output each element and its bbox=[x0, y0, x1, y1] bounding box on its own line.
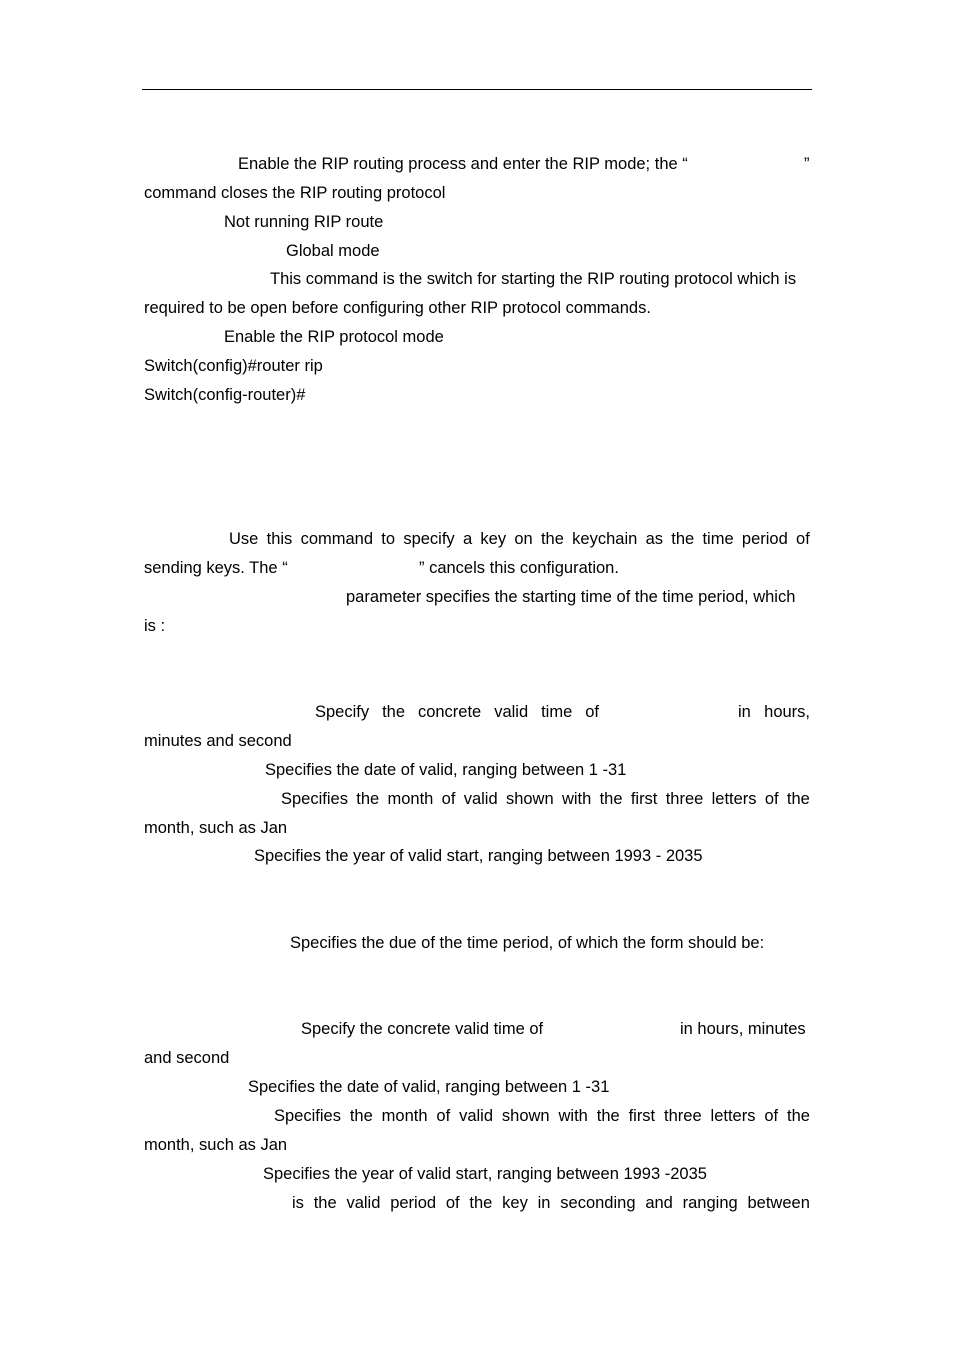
keytime-description-line1: Use this command to specify a key on the keychain as the time period of bbox=[229, 530, 810, 548]
keytime-start-year: Specifies the year of valid start, ranging between 1993 - 2035 bbox=[254, 847, 703, 865]
keytime-description-line2a: sending keys. The “ bbox=[144, 559, 288, 577]
keytime-description-line2b: ” cancels this configuration. bbox=[419, 559, 619, 577]
keytime-end-year: Specifies the year of valid start, ranging between 1993 -2035 bbox=[263, 1165, 707, 1183]
keytime-start-hms-part-a: Specify the concrete valid time of bbox=[315, 703, 599, 721]
keytime-end-month-line1: Specifies the month of valid shown with the first three letters of the bbox=[274, 1107, 810, 1125]
keytime-end-hms-part-a: Specify the concrete valid time of bbox=[301, 1020, 544, 1038]
rip-description-line2: command closes the RIP routing protocol bbox=[144, 184, 446, 202]
header-rule bbox=[142, 89, 812, 90]
keytime-start-month-line2: month, such as Jan bbox=[144, 819, 288, 837]
rip-default: Not running RIP route bbox=[224, 213, 384, 231]
keytime-start-hms-line2: minutes and second bbox=[144, 732, 292, 750]
rip-description-quote-close: ” bbox=[804, 155, 810, 173]
keytime-start-month-line1: Specifies the month of valid shown with the first three letters of the bbox=[281, 790, 810, 808]
keytime-duration-line1: is the valid period of the key in seconding and ranging between bbox=[292, 1194, 810, 1212]
keytime-end-param: Specifies the due of the time period, of which the form should be: bbox=[290, 934, 765, 952]
keytime-start-param-line1: parameter specifies the starting time of the time period, which bbox=[346, 588, 796, 606]
rip-example-command1: Switch(config)#router rip bbox=[144, 357, 323, 375]
rip-description-line1: Enable the RIP routing process and enter the RIP mode; the “ bbox=[238, 155, 688, 173]
keytime-start-day: Specifies the date of valid, ranging between 1 -31 bbox=[265, 761, 627, 779]
rip-example-command2: Switch(config-router)# bbox=[144, 386, 306, 404]
rip-command-mode: Global mode bbox=[286, 242, 380, 260]
keytime-start-param-line2: is : bbox=[144, 617, 166, 635]
keytime-start-hms-part-b: in hours, bbox=[738, 703, 810, 721]
keytime-end-day: Specifies the date of valid, ranging between 1 -31 bbox=[248, 1078, 610, 1096]
rip-usage-line1: This command is the switch for starting the RIP routing protocol which is bbox=[270, 270, 797, 288]
rip-example: Enable the RIP protocol mode bbox=[224, 328, 444, 346]
rip-usage-line2: required to be open before configuring other RIP protocol commands. bbox=[144, 299, 651, 317]
keytime-end-month-line2: month, such as Jan bbox=[144, 1136, 288, 1154]
keytime-end-hms-part-b: in hours, minutes bbox=[680, 1020, 806, 1038]
keytime-end-hms-line2: and second bbox=[144, 1049, 230, 1067]
